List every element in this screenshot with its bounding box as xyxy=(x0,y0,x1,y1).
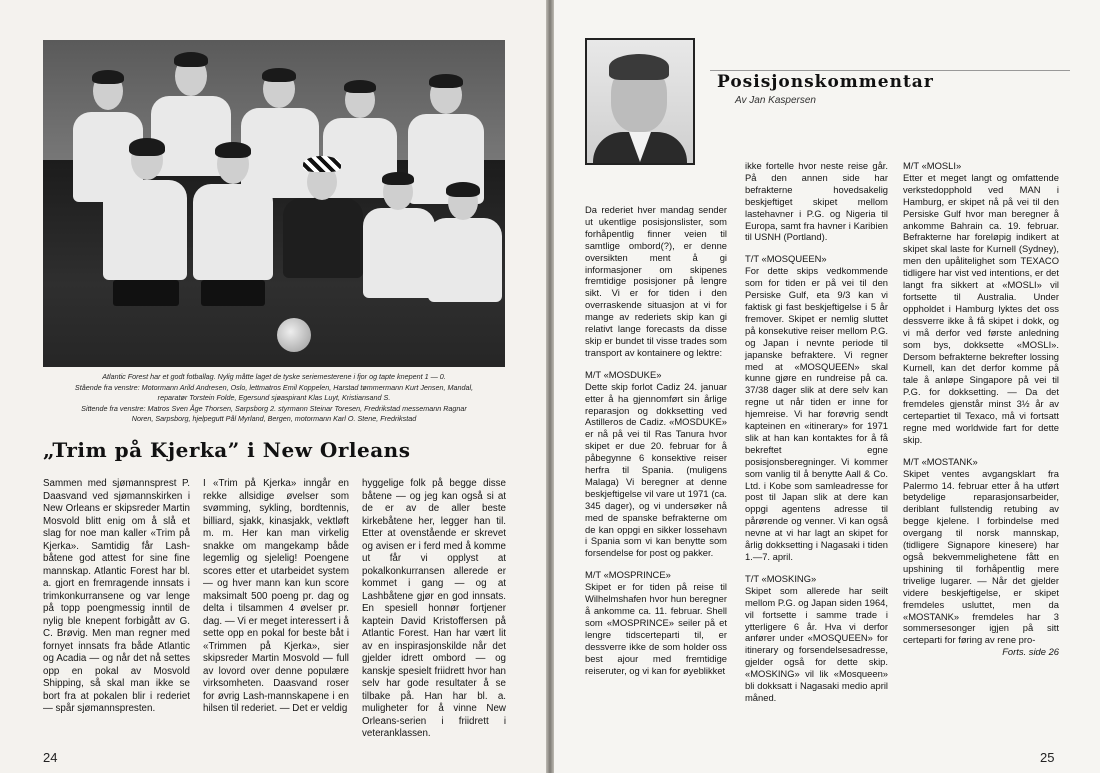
author-portrait xyxy=(585,38,695,165)
caption-line: Atlantic Forest har et godt fotballag. Nylig måtte laget de tyske seriemesterene i fjor og tapte knepent 1 — 0. xyxy=(102,372,446,381)
ship-paragraph: Etter et meget langt og omfattende verkstedopphold ved MAN i Hamburg, er skipet nå på vei til den Persiske Gulf hvor man beregner å ankomme Bahrain ca. 19. februar. Befrakterne har foreløpig indikert at skipet skal laste for Kurnell (Sydney), men den upålitelighet som TEXACO tidligere har vist ved intentions, er det langt fra sikkert at «MOSLI» vil fortsette til Australia. Under oppholdet i Hamburg lyktes det oss dessverre ikke å få skipet i dokk, og vi må derfor ved første anledning som bys, dokksette «MOSLI». Dersom befrakterne bekrefter lossing Kurnell, kan det derfor komme på tale å anløpe Singapore på vei til P.G. for dokksetting. — Da det fremdeles gjenstår minst 3½ år av certepartiet til Texaco, må vi fortsatt regne med worldwide fart for dette skip. xyxy=(903,171,1059,445)
article-title: Posisjonskommentar xyxy=(717,72,934,92)
ship-paragraph: For dette skips vedkommende som for tiden er på vei til den Persiske Gulf, eta 9/3 kan vi faktisk gi fast beskjeftigelse i 5 år fremover. Skipet er nemlig sluttet på konsekutive reiser mellom P.G. og Japan i nevnte periode til japanske befraktere. Vi regner med at «MOSQUEEN» skal kunne gjøre en rundreise på ca. 37/38 dager slik at dere selv kan regne ut når tiden er inne for hjemreise. Vi har forøvrig sendt kapteinen en «itinerary» for 1971 slik at han kan kontaktes for å få bekreftet egne posisjonsberegninger. Vi kommer som vanlig til å benytte Aall & Co. Ltd. i Kobe som samleadresse for post til Japan slik at dere kan oppgi agentens adresse til pårørende og venner. Vi kan også nevne at vi har lagt an skipet for årlig dokksetting i Nagasaki i tiden 1.—7. april. xyxy=(745,265,888,562)
ship-heading: T/T «MOSQUEEN» xyxy=(745,253,827,265)
caption-line: reparatør Torstein Folde, Egersund sjøaspirant Klas Luyt, Kristiansand S. xyxy=(157,393,391,402)
continued-note: Forts. side 26 xyxy=(1002,646,1059,658)
intro-paragraph: Da rederiet hver mandag sender ut ukentlige posisjonslister, som forhåpentlig finner veien til samtlige ombord(?), er denne oversikten ment å gi informasjoner om skipenes fremtidige posisjoner på lengre sikt. Vi er for tiden i den overraskende situasjon at vi for mange av rederiets skip kan gi relativt lange forecasts da disse skip er bundet til visse trades som transport av kontainere og lektre: xyxy=(585,204,727,358)
caption-line: Noren, Sarpsborg, hjelpegutt Pål Myrland, Bergen, motormann Karl O. Stene, Fredrikstad xyxy=(131,414,417,423)
caption-line: Stående fra venstre: Motormann Arild Andresen, Oslo, lettmatros Emil Koppelen, Harstad tømmermann Kurt Jensen, Mandal, xyxy=(74,382,474,392)
spread-gutter xyxy=(546,0,554,773)
ship-paragraph: Skipet er for tiden på reise til Wilhelmshafen hvor hun beregner å ankomme ca. 11. februar. Shell som «MOSPRINCE» seiler på et lengre tidscerteparti til, er dessverre ikke de som holder oss best ajour med fremtidige reiseruter, og vi kan for øyeblikket xyxy=(585,581,727,676)
ship-heading: T/T «MOSKING» xyxy=(745,572,817,584)
article-column-1 xyxy=(585,204,727,676)
left-page xyxy=(0,0,546,773)
article-column-2 xyxy=(745,160,888,704)
ship-heading: M/T «MOSTANK» xyxy=(903,455,978,467)
article-column-3: hyggelige folk på begge disse båtene — og jeg kan også si at de er av de aller beste kirkebåtene her, legger han til. Etter at ovenstående er skrevet og avisen er i ferd med å komme ut får vi opplyst at pokalkonkurransen allerede er kommet i gang — og at Lashbåtene gjør en god innsats. En spesiell honnør fortjener kaptein David Kristoffersen på Atlantic Forest. Han har vært lit av en inspirasjonskilde når det gjelder idrett ombord — og kanskje spesielt friidrett hvor han selv har gode resultater å se tilbake på. Han har bl. a. muligheter for å vinne New Orleans-serien i friidrett i veteranklassen. xyxy=(362,478,506,739)
team-photo xyxy=(43,40,505,367)
page-number: 25 xyxy=(1040,750,1055,765)
article-headline: „Trim på Kjerka” i New Orleans xyxy=(43,438,411,462)
ship-paragraph: Skipet ventes avgangsklart fra Palermo 14. februar etter å ha utført betydelige reparasjonsarbeider, deriblant fullstendig retubing av begge kjelene. I forbindelse med overgang til norsk mannskap, (tidligere Signapore kinesere) har også bekvemmelighetene fått en upshining til forhåpentlig mere trivelige lugarer. — Når det gjelder videre beskjeftigelse, er skipet fremdeles usluttet, men da «MOSTANK» fremdeles har 3 sommersesonger igjen på sitt certeparti for føring av rene pro- xyxy=(903,467,1059,646)
ship-paragraph: Skipet som allerede har seilt mellom P.G. og Japan siden 1964, vil fortsette i samme trade i ytterligere 6 år. Hva vi derfor anfører under «MOSQUEEN» for itinerary og forsendelsesadresse, gjelder også for dette skip. «MOSKING» vil lik «Mosqueen» bli dokksatt i Nagasaki medio april måned. xyxy=(745,584,888,703)
byline: Av Jan Kaspersen xyxy=(735,95,816,106)
football xyxy=(277,318,311,352)
ship-heading: M/T «MOSLI» xyxy=(903,160,962,171)
ship-heading: M/T «MOSDUKE» xyxy=(585,368,662,380)
article-column-2: I «Trim på Kjerka» inngår en rekke allsidige øvelser som svømming, sykling, bordtennis, billiard, sjakk, kinasjakk, vektløft m. m. Her kan man virkelig snakke om mangekamp både legemlig og sjelelig! Poengene scores etter et utarbeidet system — og hver mann kan kun score maksimalt 500 poeng pr. dag og delta i tilsammen 4 øvelser pr. dag. — Vi er meget interessert i å sette opp en pokal for beste båt i «Trimmen på Kjerka», sier skipsreder Martin Mosvold — full av lovord over denne populære virksomheten. Daasvand roser for øvrig Lash-mannskapene i en hilsen til rederiet. — Det er veldig xyxy=(203,478,349,714)
title-rule xyxy=(710,70,1070,71)
photo-caption xyxy=(43,372,505,425)
continued-paragraph: ikke fortelle hvor neste reise går. På den annen side har befrakterne hovedsakelig beskjeftiget skipet mellom lastehavner i P.G. og Nigeria til Europa, samt fra havner i Karibien til USNH (Portland). xyxy=(745,160,888,243)
caption-line: Sittende fra venstre: Matros Sven Åge Thorsen, Sarpsborg 2. styrmann Steinar Toresen, Fredrikstad messemann Ragnar xyxy=(81,403,467,413)
ship-paragraph: Dette skip forlot Cadiz 24. januar etter å ha gjennomført sin årlige reparasjon og dokksetting ved Astilleros de Cadiz. «MOSDUKE» er nå på vei til Ras Tanura hvor skipet er due 20. februar for å påbegynne 6 konsektive reiser herfra til Spania. (muligens Malaga) Vi beregner at denne beskjeftigelse vil vare ut 1971 (ca. 345 dager), og vi undersøker nå med de spanske befrakterne om de kan oppgi en sikker lossehavn i Spania som vi kan benytte som forsendelse for post og pakker. xyxy=(585,380,727,559)
ship-heading: M/T «MOSPRINCE» xyxy=(585,569,671,581)
article-column-3 xyxy=(903,160,1059,658)
page-number: 24 xyxy=(43,750,58,765)
article-column-1: Sammen med sjømannsprest P. Daasvand ved sjømannskirken i New Orleans er skipsreder Martin Mosvold blitt enig om å slå et slag for noe man kaller «Trim på Kjerka». Samtidig får Lash-båtene god attest for sine fine mannskap. Atlantic Forest har bl. a. gjort en fremragende innsats i trimkonkurransene og var lenge på topp poengmessig inntil de nylig ble knepent forbigått av G. C. Brøvig. Men man regner med fornyet innsats fra både Atlantic og Acadia — og når det nå settes opp en pokal av Mosvold Shipping, så skal man ikke se bort fra at pokalen blir i rederiet — spår sjømannspresten. xyxy=(43,478,190,714)
